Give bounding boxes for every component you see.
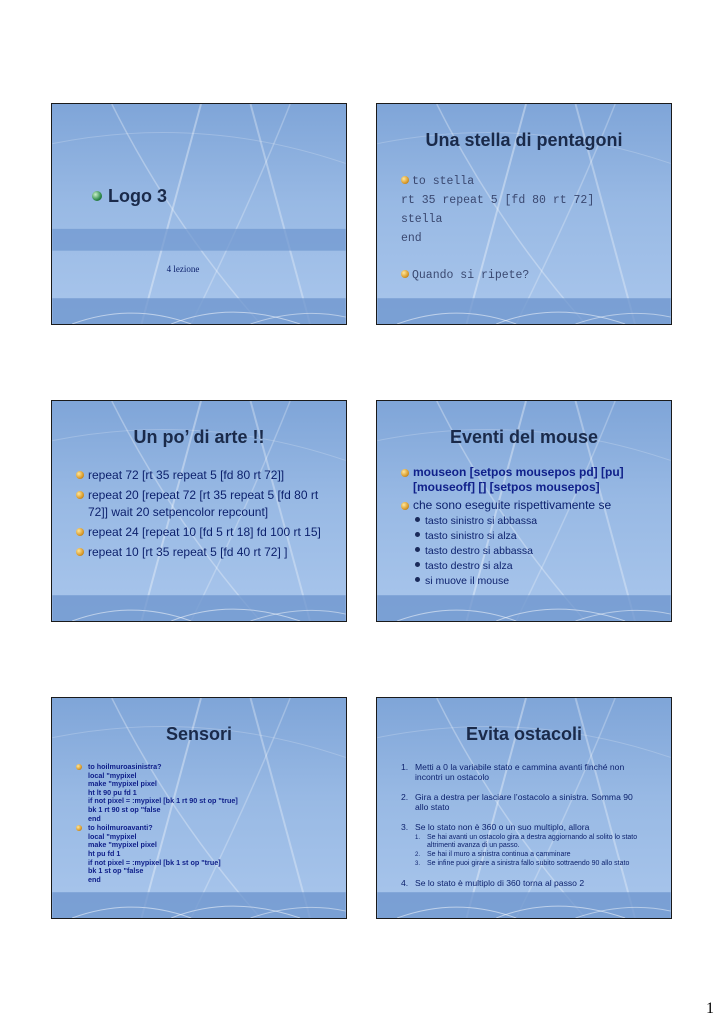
page-number: 1: [706, 1000, 714, 1017]
slide-title: Eventi del mouse: [449, 427, 599, 447]
code-blocks: [76, 763, 336, 884]
dot-icon: [415, 577, 420, 582]
list-item: repeat 72 [rt 35 repeat 5 [fd 80 rt 72]]: [76, 467, 332, 484]
slide-logo-3: [51, 103, 347, 325]
list-item: 3. Se lo stato non è 360 o un suo multiplo, allora: [401, 822, 590, 832]
dot-icon: [415, 532, 420, 537]
sub-list: [401, 834, 647, 868]
code-line: if not pixel = :mypixel [bk 1 rt 90 st op "true]: [88, 796, 238, 806]
bullet-icon: [401, 502, 409, 510]
code-line: end: [88, 813, 101, 823]
bullet-icon: [401, 176, 409, 184]
list-item: 4. Se lo stato è multiplo di 360 torna al passo 2: [401, 878, 585, 888]
bullet-icon: [76, 528, 84, 536]
list-item: mouseon [setpos mousepos pd] [pu] [mouseoff] [] [setpos mousepos]: [401, 465, 663, 495]
dot-icon: [415, 517, 420, 522]
sub-list-item: tasto sinistro si alza: [415, 529, 663, 544]
bullet-list: [401, 465, 663, 589]
code-line: to stella: [401, 172, 594, 191]
slide-evita-ostacoli: [376, 697, 672, 919]
slide-una-stella: [376, 103, 672, 325]
slide-background: [52, 104, 346, 324]
code-line: to hoilmuroasinistra?: [88, 762, 162, 771]
slide-sensori: [51, 697, 347, 919]
bullet-icon: [92, 191, 102, 201]
code-line: rt 35 repeat 5 [fd 80 rt 72]: [401, 194, 595, 207]
code-line: stella: [401, 213, 443, 226]
dot-icon: [415, 562, 420, 567]
bullet-icon: [401, 469, 409, 477]
list-item: repeat 10 [rt 35 repeat 5 [fd 40 rt 72] ]: [76, 544, 332, 561]
list-item: repeat 24 [repeat 10 [fd 5 rt 18] fd 100 rt 15]: [76, 524, 332, 541]
sub-list-item: 1. Se hai avanti un ostacolo gira a destra aggiornando al solito lo stato altrimenti avanza di un passo.: [415, 834, 638, 849]
code-line: Quando si ripete?: [401, 266, 594, 285]
list-item: 1. Metti a 0 la variabile stato e cammina avanti finché non incontri un ostacolo: [401, 762, 625, 782]
slide-title: Sensori: [165, 724, 233, 744]
sub-list-item: tasto destro si abbassa: [415, 544, 663, 559]
slide-subtitle: 4 lezione: [166, 264, 200, 274]
sub-list-item: si muove il mouse: [415, 574, 663, 589]
bullet-icon: [76, 491, 84, 499]
slide-un-po-di-arte: [51, 400, 347, 622]
numbered-list: [401, 762, 647, 888]
slide-eventi-del-mouse: [376, 400, 672, 622]
bullet-list: [76, 467, 332, 561]
bullet-icon: [76, 764, 82, 770]
dot-icon: [415, 547, 420, 552]
slide-title: Un po’ di arte !!: [133, 427, 265, 447]
sub-list: [401, 514, 663, 589]
sub-list-item: 2. Se hai il muro a sinistra continua a camminare: [415, 851, 571, 858]
sub-list-item: tasto sinistro si abbassa: [415, 514, 663, 529]
code-line: end: [401, 232, 422, 245]
bullet-icon: [401, 270, 409, 278]
sub-list-item: tasto destro si alza: [415, 559, 663, 574]
list-item: repeat 20 [repeat 72 [rt 35 repeat 5 [fd 80 rt 72]] wait 20 setpencolor repcount]: [76, 487, 332, 521]
slide-title-row: [92, 186, 167, 207]
code-line: make "mypixel pixel: [88, 840, 157, 850]
code-line: ht lt 90 pu fd 1: [88, 787, 137, 797]
code-block: [76, 763, 336, 823]
sub-list-item: 3. Se infine puoi girare a sinistra fallo subito sottraendo 90 allo stato: [415, 860, 630, 867]
code-line: end: [88, 874, 101, 884]
code-line: make "mypixel pixel: [88, 779, 157, 789]
list-item: 2. Gira a destra per lasciare l’ostacolo a sinistra. Somma 90 allo stato: [401, 792, 633, 812]
code-line: bk 1 st op "false: [88, 866, 144, 876]
slide-title: Evita ostacoli: [465, 724, 583, 744]
bullet-icon: [76, 471, 84, 479]
bullet-icon: [76, 548, 84, 556]
code-listing: [401, 172, 594, 285]
code-line: if not pixel = :mypixel [bk 1 st op "true]: [88, 857, 221, 867]
code-line: local "mypixel: [88, 770, 137, 780]
code-line: local "mypixel: [88, 831, 137, 841]
code-line: ht pu fd 1: [88, 848, 121, 858]
slide-title: Logo 3: [108, 186, 167, 206]
code-line: to hoilmuroavanti?: [88, 823, 153, 833]
bullet-icon: [76, 825, 82, 831]
code-line: bk 1 rt 90 st op "false: [88, 804, 161, 814]
slide-title: Una stella di pentagoni: [425, 130, 623, 150]
code-block: [76, 824, 336, 884]
list-item: che sono eseguite rispettivamente se: [401, 498, 663, 513]
